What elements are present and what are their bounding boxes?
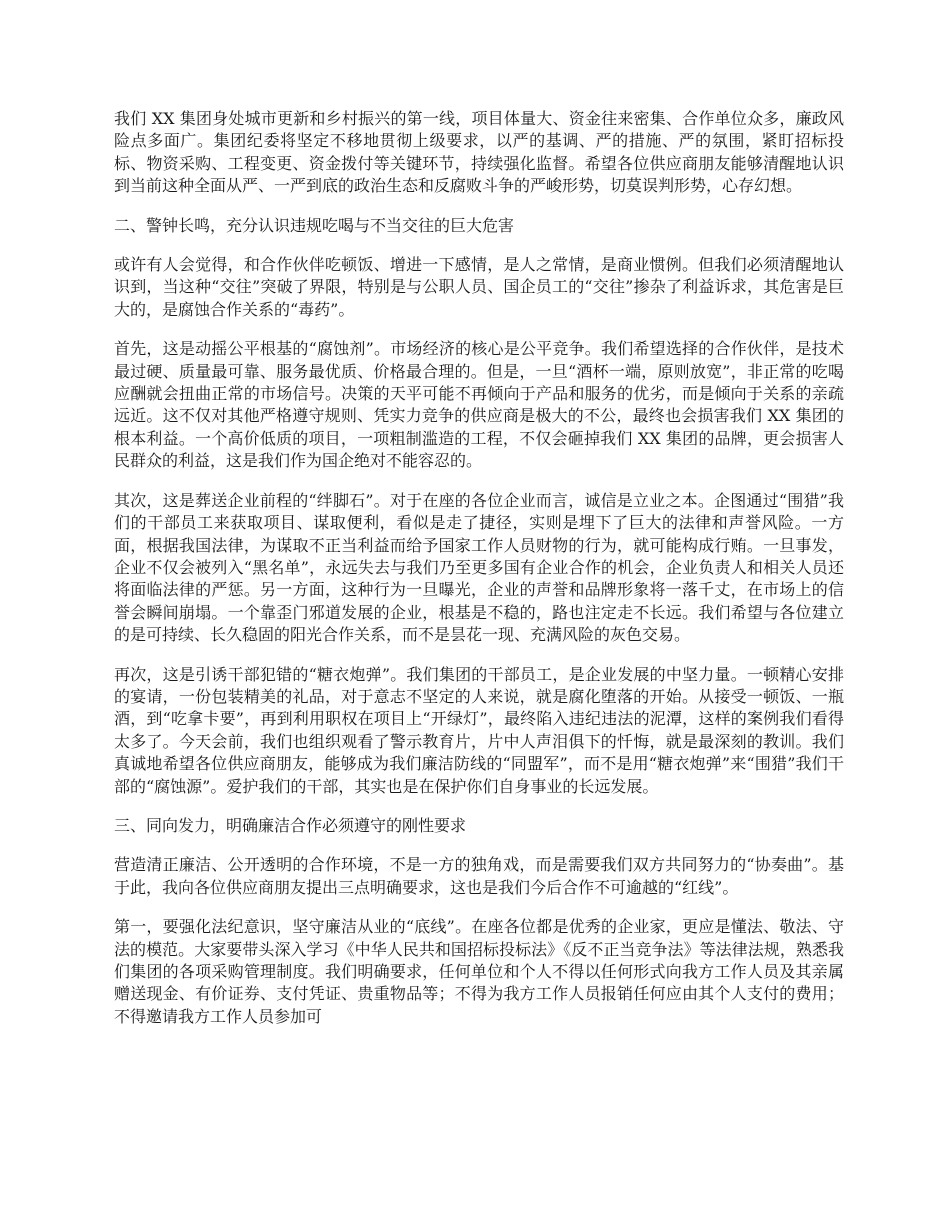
paragraph-intro: 我们 XX 集团身处城市更新和乡村振兴的第一线，项目体量大、资金往来密集、合作单位众多，廉政风险点多面广。集团纪委将坚定不移地贯彻上级要求，以严的基调、严的措施、严的氛围，紧盯招标投标、物资采购、工程变更、资金拨付等关键环节，持续强化监督。希望各位供应商朋友能够清醒地认识到当前这种全面从严、一严到底的政治生态和反腐败斗争的严峻形势，切莫误判形势，心存幻想。 (114, 109, 844, 196)
paragraph: 再次，这是引诱干部犯错的“糖衣炮弹”。我们集团的干部员工，是企业发展的中坚力量。一顿精心安排的宴请，一份包装精美的礼品，对于意志不坚定的人来说，就是腐化堕落的开始。从接受一顿饭、一瓶酒，到“吃拿卡要”，再到利用职权在项目上“开绿灯”，最终陷入违纪违法的泥潭，这样的案例我们看得太多了。今天会前，我们也组织观看了警示教育片，片中人声泪俱下的忏悔，就是最深刻的教训。我们真诚地希望各位供应商朋友，能够成为我们廉洁防线的“同盟军”，而不是用“糖衣炮弹”来“围猎”我们干部的“腐蚀源”。爱护我们的干部，其实也是在保护你们自身事业的长远发展。 (114, 664, 844, 796)
section-heading-2: 二、警钟长鸣，充分认识违规吃喝与不当交往的巨大危害 (114, 215, 515, 235)
paragraph: 或许有人会觉得，和合作伙伴吃顿饭、增进一下感情，是人之常情，是商业惯例。但我们必须清醒地认识到，当这种“交往”突破了界限，特别是与公职人员、国企员工的“交往”掺杂了利益诉求，其危害是巨大的，是腐蚀合作关系的“毒药”。 (114, 255, 844, 319)
paragraph: 首先，这是动摇公平根基的“腐蚀剂”。市场经济的核心是公平竞争。我们希望选择的合作伙伴，是技术最过硬、质量最可靠、服务最优质、价格最合理的。但是，一旦“酒杯一端，原则放宽”，非正常的吃喝应酬就会扭曲正常的市场信号。决策的天平可能不再倾向于产品和服务的优劣，而是倾向于关系的亲疏远近。这不仅对其他严格遵守规则、凭实力竞争的供应商是极大的不公，最终也会损害我们 XX 集团的根本利益。一个高价低质的项目，一项粗制滥造的工程，不仅会砸掉我们 XX 集团的品牌，更会损害人民群众的利益，这是我们作为国企绝对不能容忍的。 (114, 339, 844, 471)
section-heading-3: 三、同向发力，明确廉洁合作必须遵守的刚性要求 (114, 815, 467, 835)
paragraph: 营造清正廉洁、公开透明的合作环境，不是一方的独角戏，而是需要我们双方共同努力的“协奏曲”。基于此，我向各位供应商朋友提出三点明确要求，这也是我们今后合作不可逾越的“红线”。 (114, 855, 844, 897)
document-body (114, 108, 844, 1045)
paragraph: 其次，这是葬送企业前程的“绊脚石”。对于在座的各位企业而言，诚信是立业之本。企图通过“围猎”我们的干部员工来获取项目、谋取便利，看似是走了捷径，实则是埋下了巨大的法律和声誉风险。一方面，根据我国法律，为谋取不正当利益而给予国家工作人员财物的行为，就可能构成行贿。一旦事发，企业不仅会被列入“黑名单”，永远失去与我们乃至更多国有企业合作的机会，企业负责人和相关人员还将面临法律的严惩。另一方面，这种行为一旦曝光，企业的声誉和品牌形象将一落千丈，在市场上的信誉会瞬间崩塌。一个靠歪门邪道发展的企业，根基是不稳的，路也注定走不长远。我们希望与各位建立的是可持续、长久稳固的阳光合作关系，而不是昙花一现、充满风险的灰色交易。 (114, 490, 844, 645)
paragraph: 第一，要强化法纪意识，坚守廉洁从业的“底线”。在座各位都是优秀的企业家，更应是懂法、敬法、守法的模范。大家要带头深入学习《中华人民共和国招标投标法》《反不正当竞争法》等法律法规，熟悉我们集团的各项采购管理制度。我们明确要求，任何单位和个人不得以任何形式向我方工作人员及其亲属赠送现金、有价证券、支付凭证、贵重物品等；不得为我方工作人员报销任何应由其个人支付的费用；不得邀请我方工作人员参加可 (114, 917, 844, 1026)
